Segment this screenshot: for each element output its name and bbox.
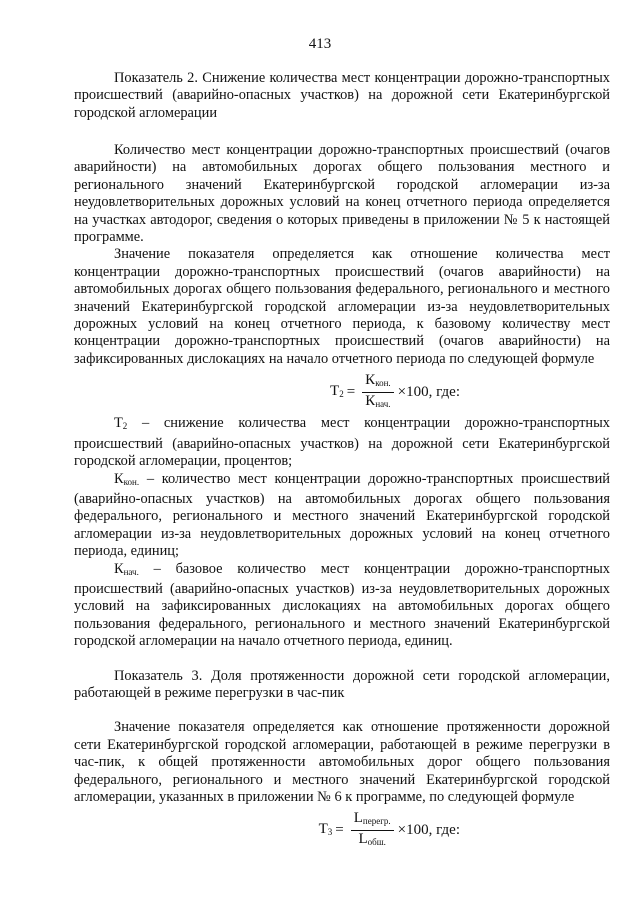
formula-t3-lhs: $Т_3$ bbox=[318, 820, 333, 837]
formula-t2-lhs: $Т_2$ bbox=[330, 382, 344, 399]
definition-k-nach: $К_{нач.}$ – базовое количество мест концентрации дорожно-транспортных происшествий (аварийно-опасных участков) из-за неудовлетворительных дорожных условий на зафиксированных дислокациях на автомобильных дорогах общего пользования федерального, регионального и местного значений Екатеринбургской городской агломерации на начало отчетного периода, единиц. bbox=[74, 560, 610, 650]
formula-t3-eq: = bbox=[335, 822, 344, 839]
formula-t3-fraction bbox=[351, 810, 394, 851]
formula-t2-eq: = bbox=[346, 384, 356, 401]
indicator-2-section bbox=[74, 70, 610, 122]
formula-t3 bbox=[74, 810, 610, 851]
definition-k-kon: $К_{кон.}$ – количество мест концентрации дорожно-транспортных происшествий (аварийно-опасных участков) на автомобильных дорогах общего пользования федерального, регионального и местного значений Екатеринбургской городской агломерации из-за неудовлетворительных дорожных условий на конец отчетного периода, единиц; bbox=[74, 470, 610, 560]
formula-t2 bbox=[74, 372, 610, 413]
indicator-3-paragraph-1: Значение показателя определяется как отношение протяженности дорожной сети Екатеринбургской городской агломерации, работающей в режиме перегрузки в час-пик, к общей протяженности автомобильных дорог общего пользования федерального, регионального и местного значений Екатеринбургской городской агломерации, указанных в приложении № 6 к программе, по следующей формуле bbox=[74, 719, 610, 805]
formula-t2-tail: ×100, где: bbox=[397, 384, 460, 401]
indicator-2-body bbox=[74, 142, 610, 853]
indicator-2-paragraph-2: Значение показателя определяется как отношение количества мест концентрации дорожно-транспортных происшествий (очагов аварийности) на автомобильных дорогах общего пользования федерального, регионального и местного значений Екатеринбургской городской агломерации из-за неудовлетворительных дорожных условий на конец отчетного периода, к базовому количеству мест концентрации дорожно-транспортных происшествий (очагов аварийности) на зафиксированных дислокациях на начало отчетного периода по следующей формуле bbox=[74, 246, 610, 367]
definition-t2: $Т_2$ – снижение количества мест концентрации дорожно-транспортных происшествий (аварийно-опасных участков) на дорожной сети Екатеринбургской городской агломерации, процентов; bbox=[74, 415, 610, 470]
indicator-2-heading: Показатель 2. Снижение количества мест концентрации дорожно-транспортных происшествий (аварийно-опасных участков) на дорожной сети Екатеринбургской городской агломерации bbox=[74, 70, 610, 121]
indicator-3-heading: Показатель 3. Доля протяженности дорожной сети городской агломерации, работающей в режиме перегрузки в час-пик bbox=[74, 667, 610, 701]
formula-t2-denominator: $К_{нач.}$ bbox=[365, 393, 391, 410]
formula-t3-denominator: $L_{обш.}$ bbox=[358, 831, 386, 848]
page-number: 413 bbox=[308, 36, 332, 52]
formula-t3-numerator: $L_{перегр.}$ bbox=[351, 810, 394, 831]
indicator-2-paragraph-1: Количество мест концентрации дорожно-транспортных происшествий (очагов аварийности) на автомобильных дорогах общего пользования местного и регионального значений Екатеринбургской городской агломерации из-за неудовлетворительных дорожных условий на конец отчетного периода определяется на участках автодорог, сведения о которых приведены в приложении № 5 к настоящей программе. bbox=[74, 142, 610, 246]
formula-t2-numerator: $К_{кон.}$ bbox=[362, 372, 394, 393]
formula-t3-tail: ×100, где: bbox=[397, 822, 460, 839]
formula-t2-fraction bbox=[362, 372, 394, 413]
